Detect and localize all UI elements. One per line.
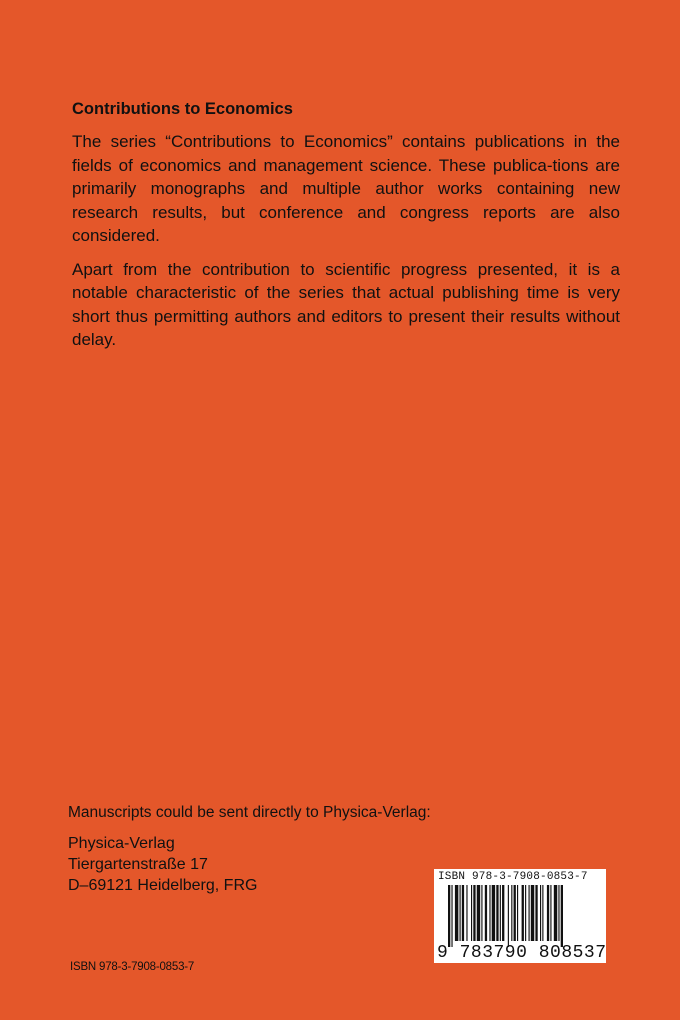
series-description — [72, 98, 620, 362]
address-line-street: Tiergartenstraße 17 — [68, 856, 208, 873]
address-line-city: D–69121 Heidelberg, FRG — [68, 877, 258, 894]
barcode-isbn-label: ISBN 978-3-7908-0853-7 — [438, 871, 588, 883]
barcode-number: 9 783790 808537 — [437, 943, 607, 963]
series-paragraph-1: The series “Contributions to Economics” contains publications in the fields of economics and management science. These publica-tions are primarily monographs and multiple author works containing new research results, but conference and congress reports are also considered. — [72, 132, 620, 245]
series-paragraph-2: Apart from the contribution to scientific progress presented, it is a notable characteristic of the series that actual publishing time is very short thus permitting authors and editors to present their results without delay. — [72, 259, 620, 349]
isbn-barcode — [434, 869, 606, 963]
address-line-publisher: Physica-Verlag — [68, 835, 175, 852]
series-title: Contributions to Economics — [72, 100, 293, 118]
manuscripts-note: Manuscripts could be sent directly to Physica-Verlag: — [68, 804, 431, 821]
isbn-text: ISBN 978-3-7908-0853-7 — [70, 961, 195, 973]
manuscripts-section — [68, 803, 468, 896]
